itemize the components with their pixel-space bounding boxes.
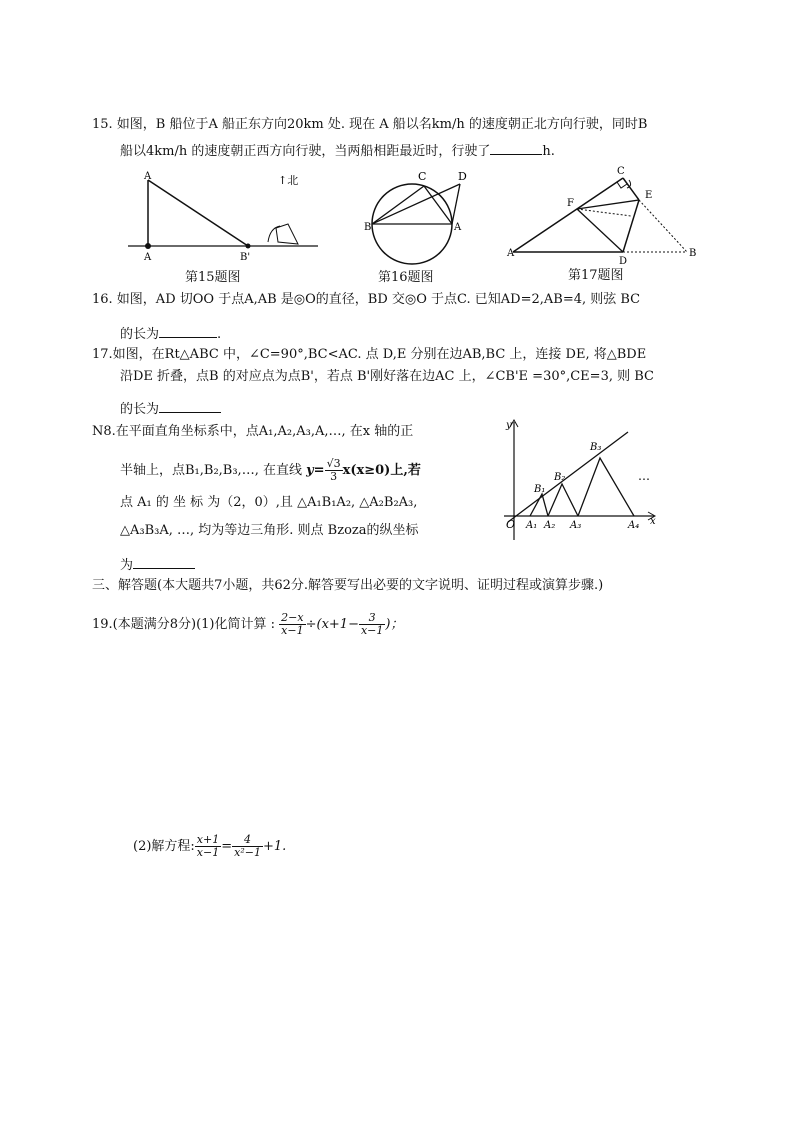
q19-part1 [92,612,403,638]
fig15-point-a [145,243,151,249]
q19-part2 [133,834,286,860]
fig17-label-a: A [507,248,515,259]
q17-answer-blank [159,398,221,413]
q18-eq-rest: x(x≥0)上,若 [342,463,421,478]
fig18-triangle-3 [578,458,634,516]
q18-eq-fraction [325,458,343,483]
q19-frac2-num: 3 [359,612,385,625]
q18-eq-frac-num: √3 [326,457,341,470]
fig17-right-angle [617,182,627,188]
q18-answer-blank [133,554,195,569]
q15-line2-text: 船以4km/h 的速度朝正西方向行驶，当两船相距最近时，行驶了 [120,144,491,159]
fig17-line-fe [577,200,639,209]
fig17-fold-de [623,200,639,252]
fig15-ship-mast [268,226,280,242]
q19-paren-open: (x+1− [316,617,359,632]
fig18-label-a3: A₃ [570,520,582,531]
q15-answer-blank [490,140,542,155]
figure-18 [498,418,663,544]
fig18-line [508,432,628,522]
q18-line5-text: 为 [120,558,134,573]
q17-line2: 沿DE 折叠，点B 的对应点为点B'，若点 B'刚好落在边AC 上，∠CB'E =30°,CE=3, 则 BC [120,369,654,384]
q19-frac2-den: x−1 [360,624,384,637]
fig18-label-x: x [650,516,656,527]
q19-p2-frac2-den: x²−1 [234,846,261,859]
q16-line2-end: . [217,327,222,342]
q19-frac1-den: x−1 [281,624,304,637]
q16-answer-blank [159,323,217,338]
q19-p2-frac2 [232,834,263,859]
q19-p2-frac1-num: x+1 [196,833,220,846]
fig16-label-a: A [454,222,462,233]
fig18-label-y: y [506,420,512,431]
fig15-caption: 第15题图 [185,270,241,285]
fig16-label-b: B [364,222,372,233]
fig17-label-b: B [689,248,697,259]
fig18-label-a4: A₄ [628,520,640,531]
fig16-caption: 第16题图 [378,270,434,285]
fig16-chord-bc [372,186,424,224]
q19-p2-frac1-den: x−1 [196,846,220,859]
fig16-tangent-ad [452,184,460,224]
q19-p2-frac1 [195,834,221,859]
q18-line2-text: 半轴上，点B₁,B₂,B₃,…, 在直线 [120,463,302,478]
figure-17 [505,164,705,264]
fig18-label-a2: A₂ [544,520,556,531]
fig17-label-f: F [567,198,574,209]
fig17-dotted-eb [639,200,687,252]
q15-line2 [120,140,555,161]
fig18-triangle-1 [530,494,548,516]
q19-p2-frac2-num: 4 [232,834,263,847]
q19-div-sign: ÷ [305,617,317,632]
q16-line1: 16. 如图，AD 切OO 于点A,AB 是◎O的直径，BD 交◎O 于点C. 已知AD=2,AB=4, 则弦 BC [92,292,641,307]
q19-frac2 [359,612,385,637]
q18-eq-frac-den: 3 [330,470,338,483]
q18-line3: 点 A₁ 的 坐 标 为（2，0）,且 △A₁B₁A₂, △A₂B₂A₃, [120,495,418,510]
fig18-label-b1: B₁ [534,484,546,495]
q18-eq-y: y= [306,463,325,478]
q18-line2 [120,458,421,483]
q17-line3-text: 的长为 [120,402,160,417]
fig15-label-a-top: A [144,171,152,182]
fig17-caption: 第17题图 [568,268,624,283]
q18-line4: △A₃B₃A, …, 均为等边三角形. 则点 Bzoza的纵坐标 [120,523,419,538]
q17-line1: 17.如图，在Rt△ABC 中，∠C=90°,BC<AC. 点 D,E 分别在边AB,BC 上，连接 DE, 将△BDE [92,347,647,362]
fig17-side-ce [623,178,639,200]
fig17-side-ac [513,178,623,252]
q18-line1: N8.在平面直角坐标系中，点A₁,A₂,A₃,A,…, 在x 轴的正 [92,424,414,439]
q16-line2-text: 的长为 [120,327,160,342]
fig17-label-e: E [645,190,653,201]
fig18-label-o: O [506,518,516,531]
fig15-line-hypotenuse [148,180,248,246]
q19-p2-tail: +1. [262,839,287,854]
fig18-ellipsis: … [638,469,650,483]
fig15-label-b-prime: B' [240,252,251,263]
q19-p2-equals: = [221,839,233,854]
q19-paren-close: )； [385,617,404,632]
q15-line2-unit: h. [542,144,555,159]
fig15-label-a-bottom: A [144,252,152,263]
figure-15 [128,168,328,268]
fig17-line-fd [577,209,623,252]
q19-frac1 [279,612,305,637]
figure-16 [362,166,472,272]
q19-frac1-num: 2−x [281,611,304,624]
fig15-ship-sketch [276,224,298,244]
q18-line5 [120,554,195,575]
fig16-label-c: C [418,170,427,183]
fig17-label-d: D [619,256,628,264]
q16-line2 [120,323,221,344]
fig15-label-north: ↑北 [278,174,299,187]
fig16-label-d: D [458,170,467,183]
q17-line3 [120,398,221,419]
fig17-label-c: C [617,166,625,177]
q19-part1-prefix: 19.(本题满分8分)(1)化简计算 : [92,617,276,632]
fig18-label-b3: B₃ [590,442,602,453]
fig15-point-b [246,244,251,249]
fig17-dotted-inner [577,209,631,216]
fig18-label-a1: A₁ [526,520,538,531]
fig18-label-b2: B₂ [554,472,566,483]
q15-line1: 15. 如图，B 船位于A 船正东方向20km 处. 现在 A 船以名km/h 的速度朝正北方向行驶，同时B [92,117,648,132]
section3-heading: 三、解答题(本大题共7小题，共62分.解答要写出必要的文字说明、证明过程或演算步骤.) [92,578,604,593]
q19-part2-prefix: (2)解方程: [133,839,195,854]
